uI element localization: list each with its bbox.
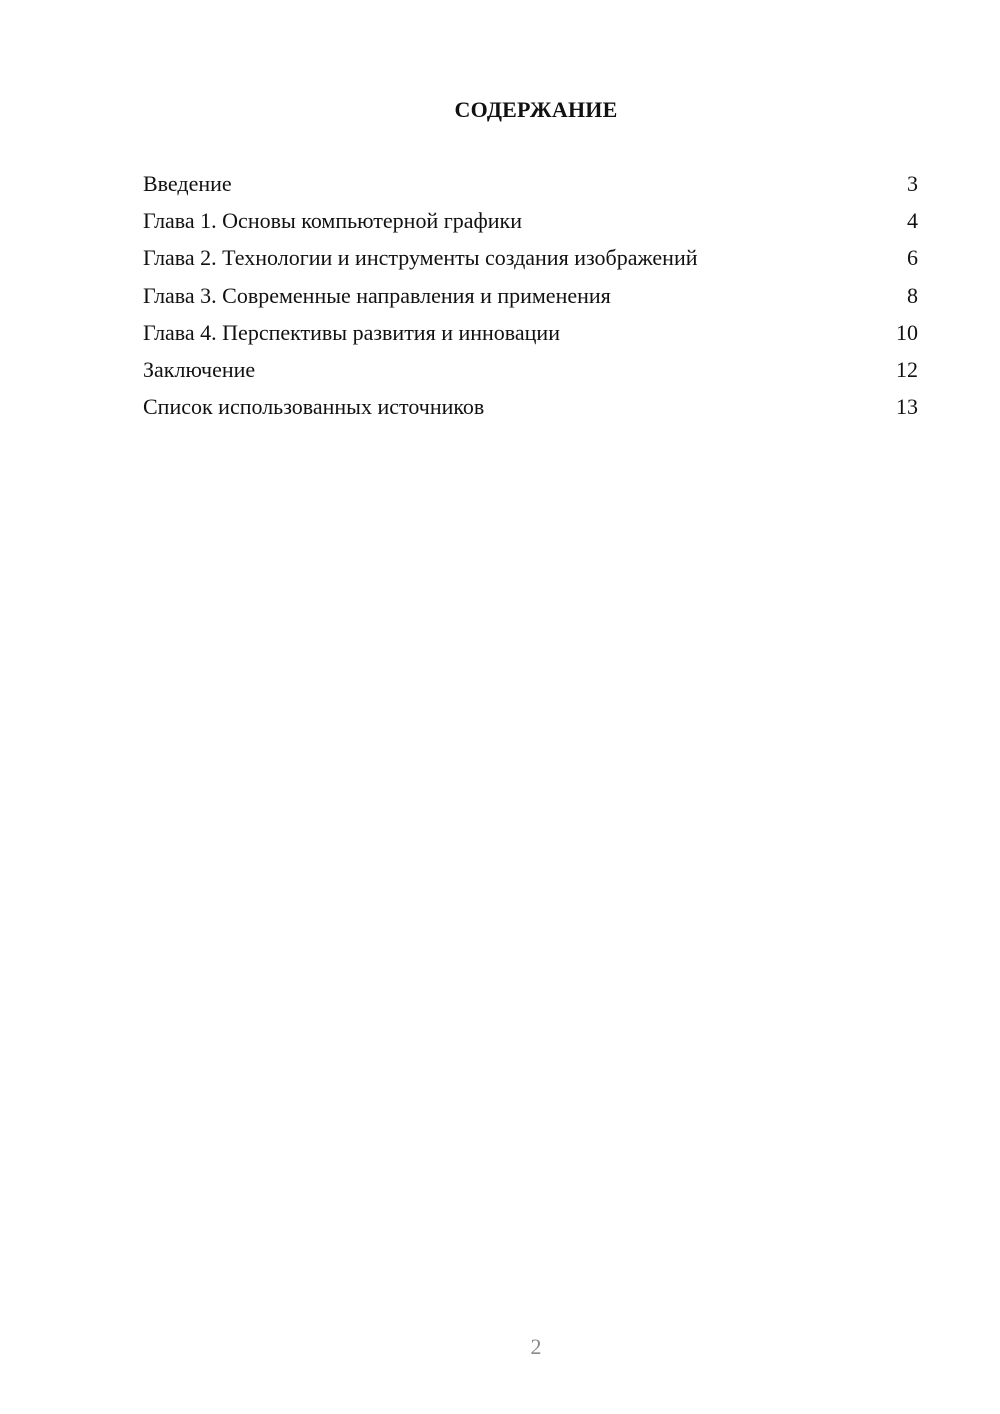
toc-entry bbox=[143, 355, 918, 392]
toc-entry-page: 8 bbox=[907, 282, 918, 308]
toc-entry-label: Заключение bbox=[143, 356, 256, 382]
toc-entry bbox=[143, 169, 918, 206]
toc-entry-page: 10 bbox=[896, 319, 918, 345]
toc-entry-label: Глава 1. Основы компьютерной графики bbox=[143, 208, 522, 234]
table-of-contents bbox=[143, 169, 918, 429]
toc-entry bbox=[143, 392, 918, 429]
toc-entry-page: 12 bbox=[896, 356, 918, 382]
toc-entry bbox=[143, 281, 918, 318]
toc-entry-page: 6 bbox=[907, 245, 918, 271]
toc-entry-page: 3 bbox=[907, 171, 918, 196]
toc-entry-label: Глава 3. Современные направления и применения bbox=[143, 282, 611, 308]
toc-entry bbox=[143, 318, 918, 355]
toc-entry bbox=[143, 206, 918, 243]
toc-entry-page: 4 bbox=[907, 208, 918, 234]
toc-entry-label: Введение bbox=[143, 171, 232, 196]
page-number: 2 bbox=[530, 1334, 542, 1359]
toc-title: СОДЕРЖАНИЕ bbox=[454, 97, 618, 122]
toc-entry bbox=[143, 243, 918, 280]
toc-entry-label: Глава 4. Перспективы развития и инновации bbox=[143, 319, 560, 345]
toc-entry-page: 13 bbox=[896, 394, 918, 420]
toc-entry-label: Список использованных источников bbox=[143, 394, 485, 420]
toc-entry-label: Глава 2. Технологии и инструменты создания изображений bbox=[143, 245, 698, 271]
